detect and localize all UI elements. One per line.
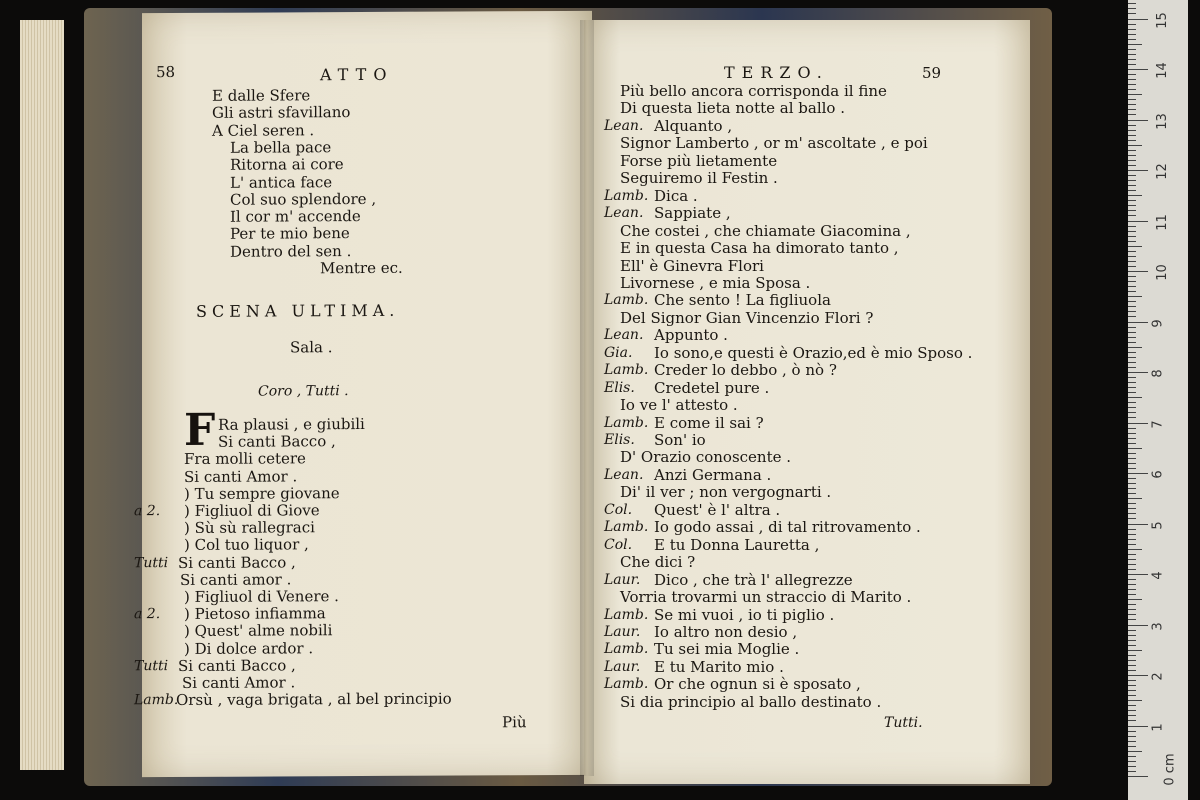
ruler-tick: [1128, 574, 1148, 575]
ruler-tick: [1128, 412, 1136, 413]
ruler-tick: [1128, 387, 1136, 388]
ruler-tick: [1128, 84, 1136, 85]
ruler-tick: [1128, 44, 1142, 45]
ruler-tick: [1128, 190, 1136, 191]
ruler-tick: [1128, 180, 1136, 181]
ruler-tick: [1128, 347, 1142, 348]
speaker-label: Col.: [604, 501, 633, 518]
right-page: [584, 20, 1030, 784]
ruler-tick: [1128, 544, 1136, 545]
ruler-number: 9: [1150, 318, 1166, 328]
ruler-tick: [1128, 165, 1136, 166]
ruler-tick: [1128, 251, 1136, 252]
ruler-tick: [1128, 670, 1136, 671]
ruler-tick: [1128, 407, 1136, 408]
speaker-label: Tutti: [134, 657, 169, 675]
ruler-tick: [1128, 559, 1136, 560]
dialogue-line: Quest' è l' altra .: [654, 500, 781, 519]
dialogue-line: E tu Donna Lauretta ,: [654, 535, 820, 554]
dialogue-line: Di questa lieta notte al ballo .: [620, 99, 845, 118]
ruler-tick: [1128, 59, 1136, 60]
speaker-label: Lamb.: [604, 414, 649, 431]
dialogue-line: Signor Lamberto , or m' ascoltate , e poi: [620, 134, 928, 153]
dialogue-line: Seguiremo il Festin .: [620, 169, 778, 188]
chorus-line: Si canti Bacco ,: [178, 656, 296, 675]
dialogue-line: Di' il ver ; non vergognarti .: [620, 483, 832, 502]
dialogue-line: Si dia principio al ballo destinato .: [620, 692, 882, 711]
running-head: ATTO: [320, 64, 394, 85]
scene-title: SCENA ULTIMA.: [196, 300, 400, 321]
speaker-label: Lamb.: [604, 606, 649, 623]
ruler-tick: [1128, 266, 1136, 267]
chorus-line: Si canti amor .: [180, 570, 292, 589]
ruler-tick: [1128, 215, 1136, 216]
ruler-tick: [1128, 402, 1136, 403]
ruler-tick: [1128, 125, 1136, 126]
ruler-tick: [1128, 619, 1136, 620]
ruler-tick: [1128, 498, 1142, 499]
ruler-tick: [1128, 690, 1136, 691]
dialogue-line: Alquanto ,: [654, 116, 733, 135]
dialogue-line: Più bello ancora corrisponda il fine: [620, 82, 887, 100]
ruler-tick: [1128, 29, 1136, 30]
chorus-line: ) Tu sempre giovane: [184, 483, 340, 503]
ruler-tick: [1128, 301, 1136, 302]
speaker-label: Lean.: [604, 205, 644, 222]
ruler-tick: [1128, 524, 1148, 525]
ruler-tick: [1128, 13, 1136, 14]
ruler-tick: [1128, 705, 1136, 706]
ruler-tick: [1128, 539, 1136, 540]
ruler-tick: [1128, 89, 1136, 90]
ruler-tick: [1128, 695, 1136, 696]
ruler-number: 8: [1150, 369, 1166, 378]
ruler-tick: [1128, 54, 1136, 55]
ruler-tick: [1128, 665, 1136, 666]
ruler-number: 1: [1150, 722, 1166, 732]
ruler-tick: [1128, 715, 1136, 716]
speaker-label: Lean.: [604, 466, 644, 483]
ruler-tick: [1128, 736, 1136, 737]
book: [84, 8, 1052, 786]
chorus-line: ) Pietoso infiamma: [184, 604, 326, 624]
verse-line: Dentro del sen .: [230, 241, 352, 261]
ruler-tick: [1128, 534, 1136, 535]
ruler-tick: [1128, 19, 1148, 20]
ruler-tick: [1128, 281, 1136, 282]
ruler-tick: [1128, 564, 1136, 565]
ruler-tick: [1128, 185, 1136, 186]
ruler-tick: [1128, 291, 1136, 292]
ruler-tick: [1128, 170, 1148, 171]
ruler-tick: [1128, 766, 1136, 767]
ruler-tick: [1128, 114, 1136, 115]
verse-line: Il cor m' accende: [230, 207, 361, 226]
catchword: Tutti.: [884, 715, 923, 731]
speaker-label: Lamb.: [604, 187, 649, 204]
dialogue-line: Io sono,e questi è Orazio,ed è mio Sposo .: [654, 343, 973, 362]
ruler-number: 12: [1154, 163, 1170, 180]
ruler-tick: [1128, 428, 1136, 429]
speaker-label: Elis.: [604, 432, 635, 448]
ruler-tick: [1128, 221, 1148, 222]
ruler-tick: [1128, 731, 1136, 732]
ruler-tick: [1128, 342, 1136, 343]
ruler-tick: [1128, 210, 1136, 211]
ruler-tick: [1128, 635, 1136, 636]
verse-line: E dalle Sfere: [212, 86, 311, 105]
dialogue-line: Ell' è Ginevra Flori: [620, 256, 764, 275]
chorus-line: Fra molli cetere: [184, 449, 306, 469]
ruler-tick: [1128, 120, 1148, 121]
ruler-tick: [1128, 261, 1136, 262]
ruler-tick: [1128, 316, 1136, 317]
chorus-line: Si canti Amor .: [182, 673, 296, 692]
ruler-tick: [1128, 625, 1148, 626]
ruler-tick: [1128, 140, 1136, 141]
chorus-line: Orsù , vaga brigata , al bel principio: [176, 689, 452, 710]
left-page: [134, 11, 592, 777]
ruler-unit-label: 0 cm: [1162, 753, 1178, 786]
ruler-tick: [1128, 74, 1136, 75]
speaker-label: Lamb.: [604, 292, 649, 309]
dialogue-line: Sappiate ,: [654, 204, 731, 223]
ruler-tick: [1128, 645, 1136, 646]
ruler-tick: [1128, 417, 1136, 418]
speaker-label: Gia.: [604, 344, 633, 361]
speaker-label: Lean.: [604, 117, 644, 134]
scene-setting: Sala .: [290, 338, 333, 357]
verse-line: A Ciel seren .: [212, 120, 315, 140]
verse-line: Mentre ec.: [320, 258, 403, 278]
ruler-tick: [1128, 231, 1136, 232]
ruler-tick: [1128, 286, 1136, 287]
ruler-tick: [1128, 513, 1136, 514]
ruler-number: 15: [1154, 11, 1170, 29]
dialogue-line: Che costei , che chiamate Giacomina ,: [620, 221, 911, 240]
ruler-tick: [1128, 741, 1136, 742]
ruler-tick: [1128, 609, 1136, 610]
ruler-tick: [1128, 145, 1142, 146]
ruler-tick: [1128, 680, 1136, 681]
dialogue-line: Livornese , e mia Sposa .: [620, 273, 811, 292]
dialogue-line: Io godo assai , di tal ritrovamento .: [654, 518, 921, 537]
ruler-tick: [1128, 3, 1136, 4]
ruler-tick: [1128, 104, 1136, 105]
ruler-tick: [1128, 751, 1142, 752]
ruler-tick: [1128, 503, 1136, 504]
ruler-tick: [1128, 256, 1136, 257]
ruler-tick: [1128, 130, 1136, 131]
verse-line: Per te mio bene: [230, 224, 350, 244]
page-number: 58: [156, 63, 176, 82]
ruler-tick: [1128, 34, 1136, 35]
ruler-tick: [1128, 357, 1136, 358]
ruler-tick: [1128, 700, 1142, 701]
ruler-number: 13: [1154, 112, 1170, 130]
ruler-tick: [1128, 337, 1136, 338]
ruler-tick: [1128, 382, 1136, 383]
ruler-tick: [1128, 397, 1142, 398]
ruler-tick: [1128, 226, 1136, 227]
dialogue-line: Che sento ! La figliuola: [654, 291, 831, 310]
ruler-tick: [1128, 458, 1136, 459]
ruler-tick: [1128, 473, 1148, 474]
dialogue-line: E tu Marito mio .: [654, 657, 784, 676]
ruler-tick: [1128, 579, 1136, 580]
ruler-tick: [1128, 362, 1136, 363]
ruler-tick: [1128, 175, 1136, 176]
ruler-tick: [1128, 594, 1136, 595]
dialogue-line: E come il sai ?: [654, 413, 764, 432]
ruler-tick: [1128, 8, 1136, 9]
dialogue-line: Dica .: [654, 186, 698, 205]
ruler-tick: [1128, 675, 1148, 676]
speaker-label: Laur.: [604, 623, 641, 640]
ruler-tick: [1128, 246, 1142, 247]
ruler-tick: [1128, 433, 1136, 434]
ruler-tick: [1128, 660, 1136, 661]
verse-line: Col suo splendore ,: [230, 189, 377, 209]
ruler-tick: [1128, 135, 1136, 136]
ruler-tick: [1128, 453, 1136, 454]
speaker-label: Laur.: [604, 571, 641, 588]
dialogue-line: Appunto .: [654, 326, 728, 345]
ruler-number: 4: [1150, 571, 1166, 580]
dialogue-line: Creder lo debbo , ò nò ?: [654, 361, 837, 380]
ruler-tick: [1128, 630, 1136, 631]
ruler-tick: [1128, 150, 1136, 151]
ruler-tick: [1128, 650, 1142, 651]
ruler-tick: [1128, 200, 1136, 201]
ruler-tick: [1128, 726, 1148, 727]
chorus-line: ) Figliuol di Venere .: [184, 587, 339, 606]
dialogue-line: Io ve l' attesto .: [620, 396, 738, 415]
ruler-tick: [1128, 372, 1148, 373]
ruler-tick: [1128, 468, 1136, 469]
ruler-tick: [1128, 69, 1148, 70]
dialogue-line: Or che ognun si è sposato ,: [654, 675, 861, 694]
page-number: 59: [922, 64, 942, 82]
chorus-line: ) Figliuol di Giove: [184, 501, 320, 520]
ruler-tick: [1128, 761, 1136, 762]
ruler-tick: [1128, 377, 1136, 378]
ruler-tick: [1128, 483, 1136, 484]
ruler-tick: [1128, 195, 1142, 196]
ruler-tick: [1128, 599, 1142, 600]
ruler-tick: [1128, 549, 1142, 550]
ruler-number: 5: [1150, 520, 1166, 530]
ruler-tick: [1128, 448, 1142, 449]
speaker-label: Tutti: [134, 554, 169, 571]
ruler-tick: [1128, 720, 1136, 721]
ruler-tick: [1128, 241, 1136, 242]
ruler-number: 6: [1150, 470, 1166, 479]
ruler-tick: [1128, 614, 1136, 615]
running-head: TERZO.: [724, 63, 829, 82]
ruler-number: 10: [1154, 264, 1170, 281]
ruler-tick: [1128, 296, 1142, 297]
ruler-tick: [1128, 306, 1136, 307]
speaker-label: Lamb.: [604, 519, 649, 536]
dialogue-line: Se mi vuoi , io ti piglio .: [654, 605, 835, 624]
ruler-tick: [1128, 529, 1136, 530]
ruler-number: 11: [1154, 213, 1170, 231]
ruler-tick: [1128, 49, 1136, 50]
ruler-number: 14: [1154, 62, 1170, 79]
chorus-line: ) Col tuo liquor ,: [184, 535, 309, 555]
ruler-tick: [1128, 64, 1136, 65]
ruler-tick: [1128, 710, 1136, 711]
ruler-tick: [1128, 276, 1136, 277]
dialogue-line: Del Signor Gian Vincenzio Flori ?: [620, 308, 874, 327]
ruler-tick: [1128, 589, 1136, 590]
ruler-tick: [1128, 79, 1136, 80]
dialogue-line: Io altro non desio ,: [654, 622, 798, 641]
drop-cap: F: [184, 404, 216, 456]
chorus-line: Si canti Amor .: [184, 466, 298, 486]
ruler-tick: [1128, 423, 1148, 424]
ruler-tick: [1128, 685, 1136, 686]
ruler-tick: [1128, 493, 1136, 494]
ruler-number: 7: [1150, 419, 1166, 429]
ruler-tick: [1128, 438, 1136, 439]
dialogue-line: E in questa Casa ha dimorato tanto ,: [620, 239, 899, 258]
ruler-tick: [1128, 771, 1136, 772]
dialogue-line: D' Orazio conoscente .: [620, 448, 792, 467]
ruler-tick: [1128, 24, 1136, 25]
ruler-tick: [1128, 655, 1136, 656]
speaker-label: Lamb.: [604, 641, 649, 658]
speaker-label: Col.: [604, 536, 633, 553]
catchword: Più: [502, 713, 527, 732]
speaker-label: Lean.: [604, 327, 644, 344]
page-edges: [20, 20, 64, 770]
ruler-tick: [1128, 109, 1136, 110]
dialogue-line: Tu sei mia Moglie .: [654, 640, 800, 659]
ruler-tick: [1128, 367, 1136, 368]
speaker-label: a 2.: [134, 606, 161, 623]
speaker-label: Lamb.: [604, 362, 649, 379]
gutter: [580, 20, 594, 776]
ruler-tick: [1128, 746, 1136, 747]
speaker-label: a 2.: [134, 503, 161, 520]
ruler-tick: [1128, 569, 1136, 570]
dialogue-line: Che dici ?: [620, 553, 696, 572]
ruler-tick: [1128, 640, 1136, 641]
ruler-tick: [1128, 463, 1136, 464]
speaker-label: Elis.: [604, 379, 635, 396]
ruler-tick: [1128, 155, 1136, 156]
chorus-line: ) Sù sù rallegraci: [184, 518, 315, 538]
dialogue-line: Forse più lietamente: [620, 151, 778, 170]
ruler-tick: [1128, 311, 1136, 312]
chorus-line: ) Quest' alme nobili: [184, 621, 333, 641]
ruler-tick: [1128, 584, 1136, 585]
ruler-tick: [1128, 236, 1136, 237]
ruler-tick: [1128, 478, 1136, 479]
ruler-tick: [1128, 271, 1148, 272]
ruler-tick: [1128, 205, 1136, 206]
ruler-tick: [1128, 554, 1136, 555]
chorus-line: ) Di dolce ardor .: [184, 638, 314, 658]
ruler-tick: [1128, 508, 1136, 509]
dialogue-line: Credetel pure .: [654, 378, 770, 397]
ruler-tick: [1128, 322, 1148, 323]
ruler-tick: [1128, 518, 1136, 519]
ruler-number: 3: [1150, 621, 1166, 631]
dialogue-line: Anzi Germana .: [654, 465, 772, 484]
ruler-tick: [1128, 443, 1136, 444]
measuring-ruler: [1128, 0, 1188, 800]
verse-line: Gli astri sfavillano: [212, 103, 351, 123]
ruler-tick: [1128, 332, 1136, 333]
ruler-tick: [1128, 99, 1136, 100]
ruler-number: 2: [1150, 672, 1166, 681]
ruler-tick: [1128, 392, 1136, 393]
ruler-tick: [1128, 160, 1136, 161]
verse-line: La bella pace: [230, 138, 332, 157]
speaker-label: Laur.: [604, 658, 641, 675]
verse-line: L' antica face: [230, 172, 333, 192]
ruler-tick: [1128, 39, 1136, 40]
chorus-heading: Coro , Tutti .: [258, 383, 349, 400]
dialogue-line: Vorria trovarmi un straccio di Marito .: [620, 588, 912, 607]
ruler-tick: [1128, 352, 1136, 353]
ruler-tick: [1128, 604, 1136, 605]
ruler-tick: [1128, 488, 1136, 489]
dialogue-line: Son' io: [654, 431, 706, 449]
chorus-line: Si canti Bacco ,: [218, 432, 336, 451]
dialogue-line: Dico , che trà l' allegrezze: [654, 570, 853, 589]
speaker-label: Lamb.: [604, 676, 649, 693]
chorus-line: Si canti Bacco ,: [178, 552, 296, 572]
ruler-tick: [1128, 756, 1136, 757]
chorus-line: Ra plausi , e giubili: [218, 415, 365, 434]
ruler-tick: [1128, 94, 1142, 95]
ruler-tick: [1128, 327, 1136, 328]
verse-line: Ritorna ai core: [230, 155, 344, 174]
speaker-label: Lamb.: [134, 692, 179, 709]
ruler-tick: [1128, 776, 1148, 777]
